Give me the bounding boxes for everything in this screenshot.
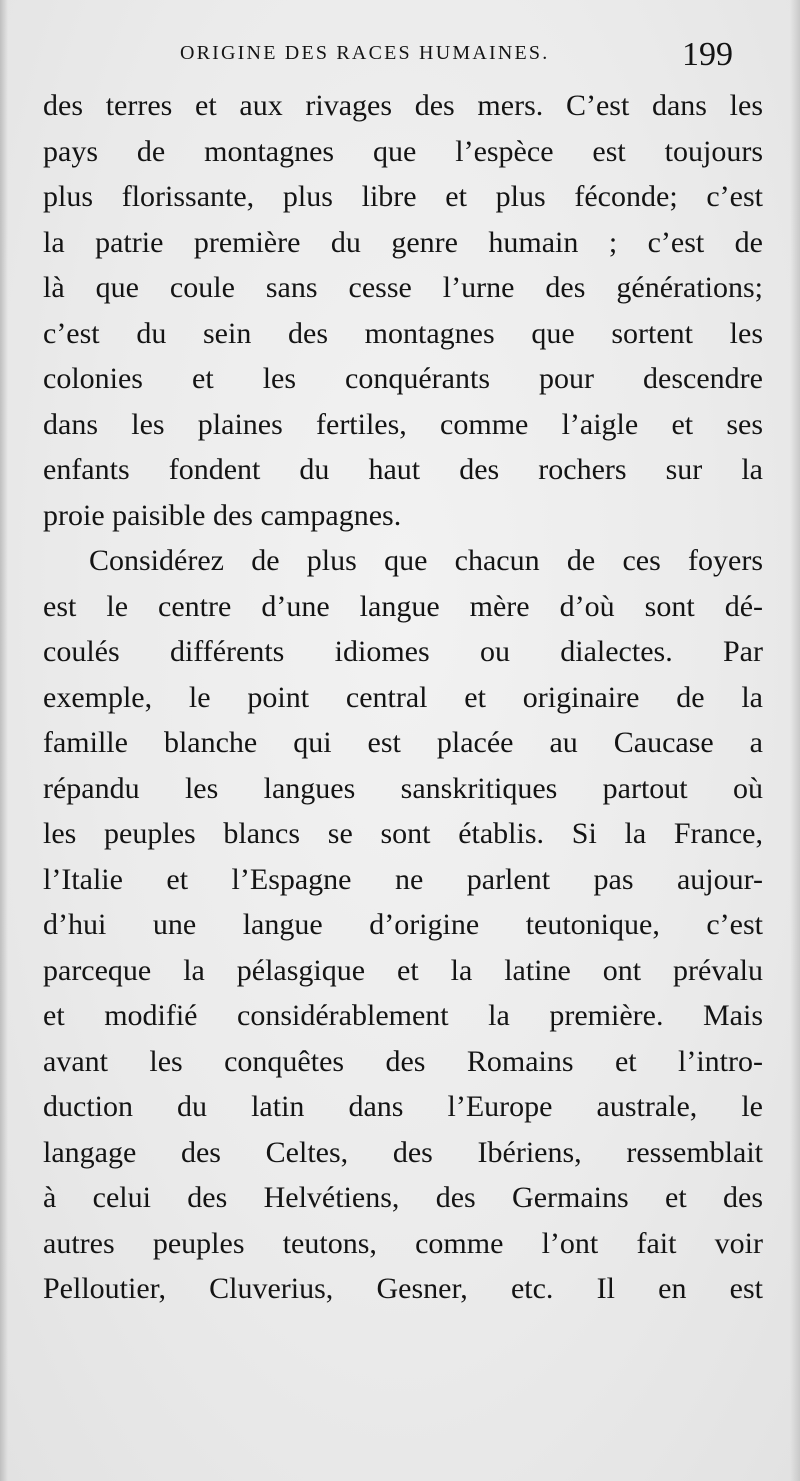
text-line: des terres et aux rivages des mers. C’est dans les [43, 89, 763, 122]
paragraph-start-line: Considérez de plus que chacun de ces foyers [89, 544, 763, 577]
text-line: c’est du sein des montagnes que sortent les [43, 316, 763, 350]
text-line: est le centre d’une langue mère d’où sont dé- [43, 589, 763, 623]
text-line: avant les conquêtes des Romains et l’intro- [43, 1044, 763, 1078]
text-line: à celui des Helvétiens, des Germains et des [43, 1181, 763, 1214]
text-line: exemple, le point central et originaire de la [43, 680, 763, 714]
text-line: pays de montagnes que l’espèce est toujours [43, 134, 763, 168]
text-line: là que coule sans cesse l’urne des générations; [43, 271, 763, 304]
text-line: langage des Celtes, des Ibériens, ressemblait [43, 1135, 763, 1169]
page-header [0, 30, 800, 86]
running-head: ORIGINE DES RACES HUMAINES. [180, 42, 550, 64]
text-line: l’Italie et l’Espagne ne parlent pas aujour- [43, 862, 763, 896]
text-line: répandu les langues sanskritiques partout où [43, 771, 763, 805]
text-line: enfants fondent du haut des rochers sur la [43, 453, 763, 486]
text-line: et modifié considérablement la première. Mais [43, 999, 763, 1032]
page-edge-shadow-right [790, 0, 800, 1481]
text-line: d’hui une langue d’origine teutonique, c’est [43, 908, 763, 941]
text-line: la patrie première du genre humain ; c’est de [43, 225, 763, 259]
text-line: duction du latin dans l’Europe australe, le [43, 1090, 763, 1123]
text-line: dans les plaines fertiles, comme l’aigle et ses [43, 407, 763, 441]
text-line: plus florissante, plus libre et plus féconde; c’est [43, 180, 763, 213]
body-text [43, 83, 763, 1312]
text-line: coulés différents idiomes ou dialectes. Par [43, 635, 763, 668]
page-number: 199 [682, 36, 733, 73]
page-edge-shadow-left [0, 0, 8, 1481]
paragraph-end-line: proie paisible des campagnes. [43, 498, 402, 532]
text-line: les peuples blancs se sont établis. Si la France, [43, 817, 763, 850]
text-line: famille blanche qui est placée au Caucase a [43, 726, 763, 759]
text-line: Pelloutier, Cluverius, Gesner, etc. Il en est [43, 1272, 763, 1305]
text-line: colonies et les conquérants pour descendre [43, 362, 763, 395]
text-line: autres peuples teutons, comme l’ont fait voir [43, 1226, 763, 1260]
text-line: parceque la pélasgique et la latine ont prévalu [43, 953, 763, 987]
